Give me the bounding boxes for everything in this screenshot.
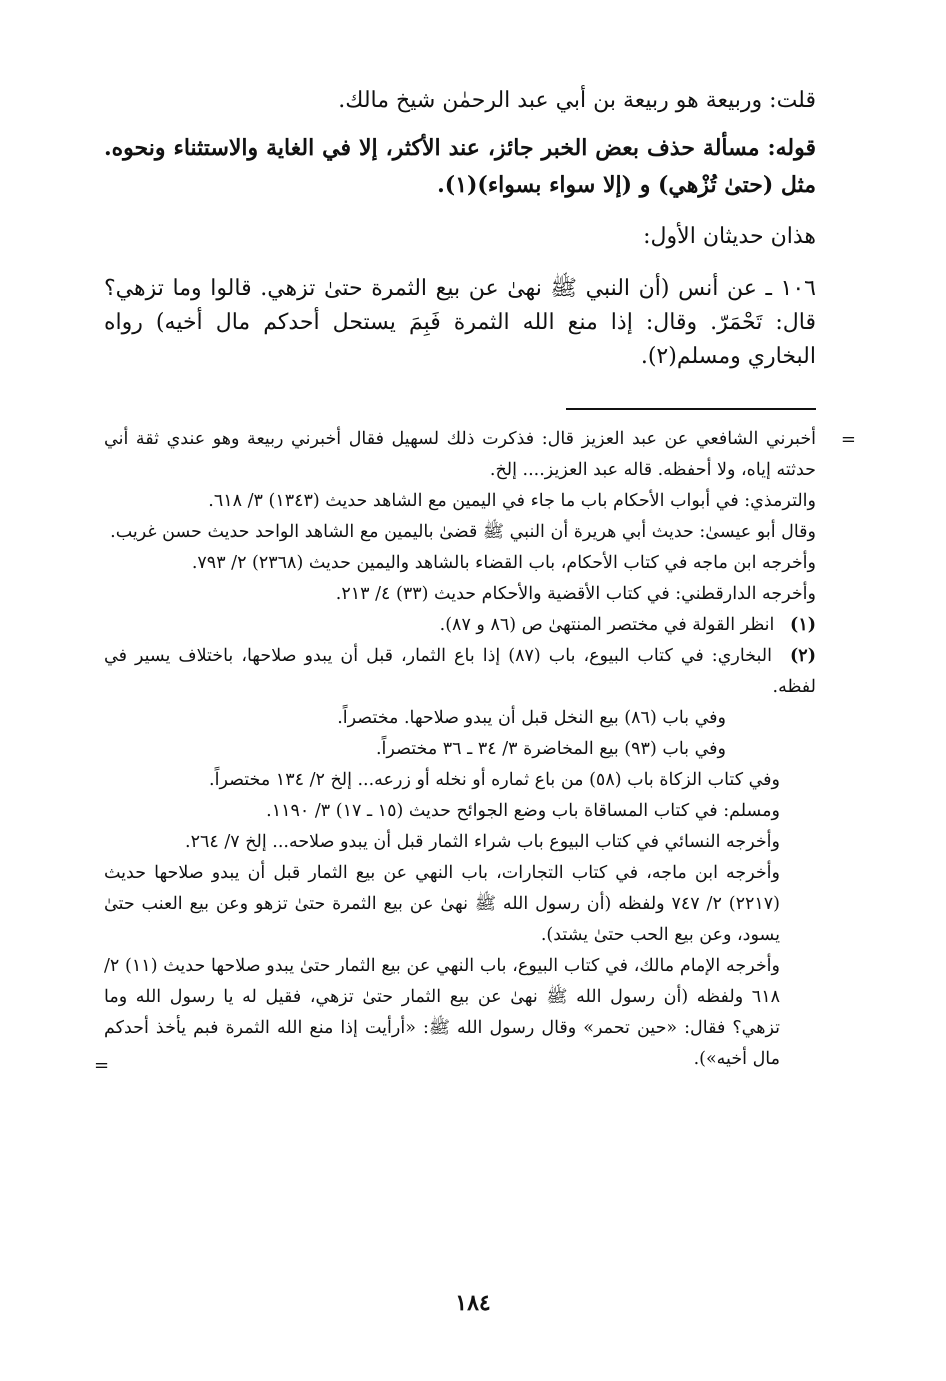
paragraph-quote-bold: قوله: مسألة حذف بعض الخبر جائز، عند الأكثر، إلا في الغاية والاستثناء ونحوه. مثل (حتىٰ تُزْهي) و (إلا سواء بسواء)(١). (104, 135, 816, 198)
footnote-1-text: انظر القولة في مختصر المنتهىٰ ص (٨٦ و ٨٧). (439, 615, 775, 635)
paragraph-note: قلت: وربيعة هو ربيعة بن أبي عبد الرحمٰن شيخ مالك. (338, 88, 816, 113)
footnote-1-number: (١) (790, 615, 816, 635)
footnote-1 (104, 610, 816, 641)
paragraph-hadith-106: ١٠٦ ـ عن أنس (أن النبي ﷺ نهىٰ عن بيع الثمرة حتىٰ تزهي. قالوا وما تزهي؟ قال: تَحْمَرّ. وقال: إذا منع الله الثمرة فَبِمَ يستحل أحدكم مال أخيه) رواه البخاري ومسلم(٢). (104, 276, 816, 369)
footnote-2-sub: وفي كتاب الزكاة باب (٥٨) من باع ثماره أو نخله أو زرعه... إلخ ٢/ ١٣٤ مختصراً. (209, 770, 780, 790)
footnote-continued-line: أخبرني الشافعي عن عبد العزيز قال: فذكرت ذلك لسهيل فقال أخبرني ربيعة وهو عندي ثقة أني حدثته إياه، ولا أحفظه. قاله عبد العزيز.... إلخ. (104, 429, 816, 480)
footnote-2-line: ومسلم: في كتاب المساقاة باب وضع الجوائح حديث (١٥ ـ ١٧) ٣/ ١١٩٠. (266, 801, 780, 821)
footnote-2-line: وأخرجه الإمام مالك، في كتاب البيوع، باب النهي عن بيع الثمار حتىٰ يبدو صلاحها حديث (١١) ٢/ ٦١٨ ولفظه (أن رسول الله ﷺ نهىٰ عن بيع الثمار حتىٰ تزهي، فقيل له يا رسول الله وما تزهي؟ فقال: «حين تحمر» وقال رسول الله ﷺ: «أرأيت إذا منع الله الثمرة فبم يأخذ أحدكم مال أخيه»). (104, 956, 780, 1069)
footnotes (94, 424, 856, 1076)
footnote-2-text: البخاري: في كتاب البيوع، باب (٨٧) إذا باع الثمار، قبل أن يبدو صلاحها، باختلاف يسير في لفظه. (104, 646, 816, 697)
footnote-continued-line: والترمذي: في أبواب الأحكام باب ما جاء في اليمين مع الشاهد حديث (١٣٤٣) ٣/ ٦١٨. (208, 491, 816, 511)
paragraph-intro: هذان حديثان الأول: (643, 224, 816, 249)
footnote-separator (566, 408, 816, 410)
footnote-continued-line: وأخرجه ابن ماجه في كتاب الأحكام، باب القضاء بالشاهد واليمين حديث (٢٣٦٨) ٢/ ٧٩٣. (191, 553, 816, 573)
footnote-2-line: وأخرجه النسائي في كتاب البيوع باب شراء الثمار قبل أن يبدو صلاحه... إلخ ٧/ ٢٦٤. (185, 832, 780, 852)
continuation-mark-end: = (94, 1055, 110, 1076)
footnote-2-sub: وفي باب (٨٦) بيع النخل قبل أن يبدو صلاحها. مختصراً. (337, 708, 726, 728)
footnote-2-line: وأخرجه ابن ماجه، في كتاب التجارات، باب النهي عن بيع الثمار قبل أن يبدو صلاحها حديث (٢٢١٧) ٢/ ٧٤٧ ولفظه (أن رسول الله ﷺ نهىٰ عن بيع الثمرة حتىٰ تزهو وعن بيع العنب حتىٰ يسود، وعن بيع الحب حتىٰ يشتد). (104, 863, 780, 945)
footnote-continued-line: وقال أبو عيسىٰ: حديث أبي هريرة أن النبي ﷺ قضىٰ باليمين مع الشاهد الواحد حديث حسن غريب. (110, 522, 816, 542)
footnote-2 (104, 641, 816, 703)
continuation-mark-start: = (840, 429, 856, 450)
document-page (94, 84, 856, 1334)
footnote-2-sub: وفي باب (٩٣) بيع المخاضرة ٣/ ٣٤ ـ ٣٦ مختصراً. (375, 739, 726, 759)
footnote-2-number: (٢) (790, 646, 816, 666)
footnote-continued-line: وأخرجه الدارقطني: في كتاب الأقضية والأحكام حديث (٣٣) ٤/ ٢١٣. (335, 584, 816, 604)
page-number: ١٨٤ (455, 1290, 491, 1316)
main-text (104, 84, 816, 374)
